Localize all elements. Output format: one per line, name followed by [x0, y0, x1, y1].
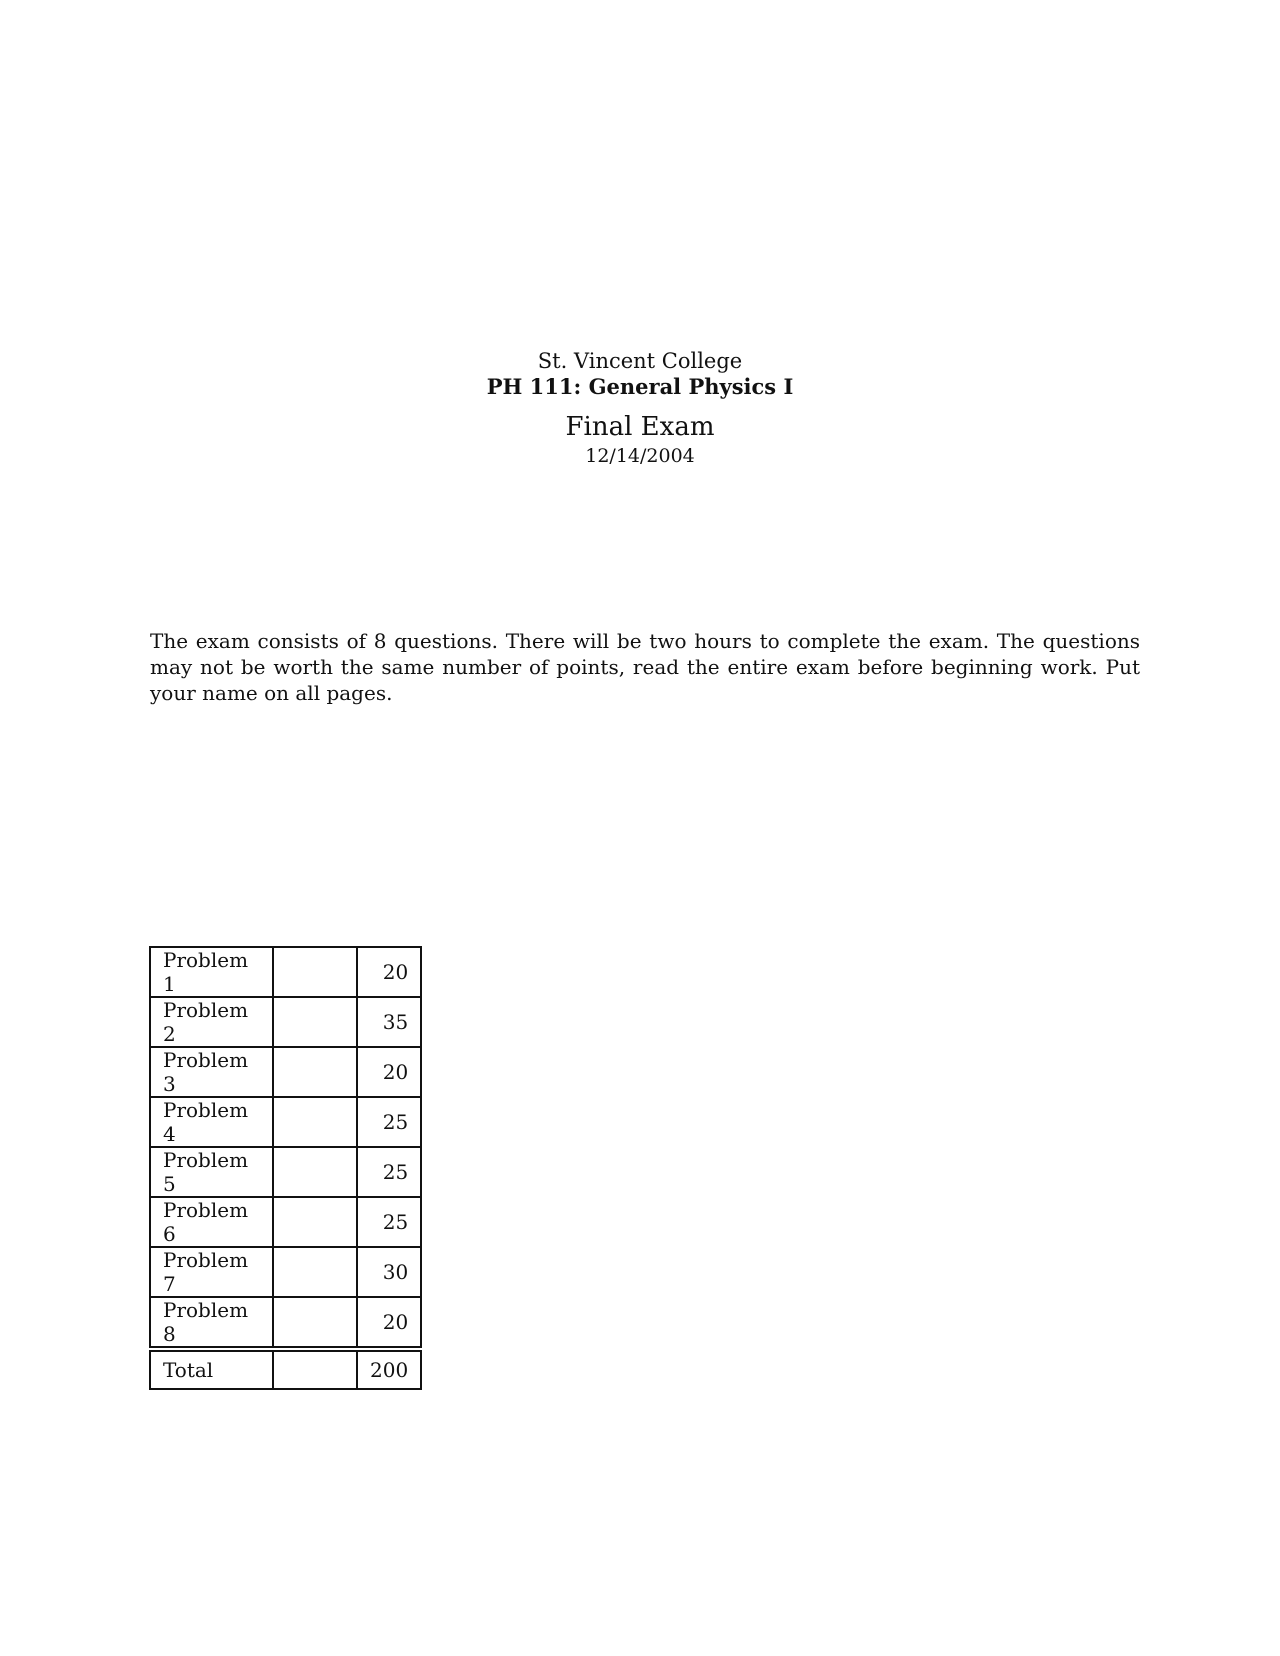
total-score-cell	[273, 1349, 357, 1389]
score-cell	[273, 947, 357, 997]
total-points-cell: 200	[357, 1349, 421, 1389]
score-cell	[273, 1047, 357, 1097]
points-cell: 35	[357, 997, 421, 1047]
table-row	[150, 947, 421, 997]
table-row	[150, 1197, 421, 1247]
college-name: St. Vincent College	[537, 349, 743, 373]
points-cell: 20	[357, 1047, 421, 1097]
exam-title: Final Exam	[565, 412, 715, 442]
score-table	[149, 946, 422, 1390]
table-row	[150, 1147, 421, 1197]
points-cell: 25	[357, 1147, 421, 1197]
problem-label: Problem 7	[150, 1247, 273, 1297]
score-cell	[273, 1147, 357, 1197]
score-cell	[273, 1247, 357, 1297]
total-label: Total	[150, 1349, 273, 1389]
score-cell	[273, 1297, 357, 1349]
table-row	[150, 1097, 421, 1147]
problem-label: Problem 3	[150, 1047, 273, 1097]
exam-instructions: The exam consists of 8 questions. There will be two hours to complete the exam. The questions may not be worth the same number of points, read the entire exam before beginning work. Put your name on all pages.	[150, 629, 1140, 705]
points-cell: 20	[357, 1297, 421, 1349]
points-cell: 25	[357, 1197, 421, 1247]
problem-label: Problem 4	[150, 1097, 273, 1147]
table-row	[150, 997, 421, 1047]
score-cell	[273, 997, 357, 1047]
course-title: PH 111: General Physics I	[486, 374, 794, 399]
table-row	[150, 1047, 421, 1097]
table-row	[150, 1247, 421, 1297]
problem-label: Problem 5	[150, 1147, 273, 1197]
table-row	[150, 1297, 421, 1349]
problem-label: Problem 2	[150, 997, 273, 1047]
total-row	[150, 1349, 421, 1389]
problem-label: Problem 6	[150, 1197, 273, 1247]
problem-label: Problem 1	[150, 947, 273, 997]
exam-date: 12/14/2004	[585, 445, 695, 467]
exam-header	[0, 348, 1280, 468]
score-cell	[273, 1097, 357, 1147]
points-cell: 30	[357, 1247, 421, 1297]
points-cell: 25	[357, 1097, 421, 1147]
points-cell: 20	[357, 947, 421, 997]
score-cell	[273, 1197, 357, 1247]
problem-label: Problem 8	[150, 1297, 273, 1349]
